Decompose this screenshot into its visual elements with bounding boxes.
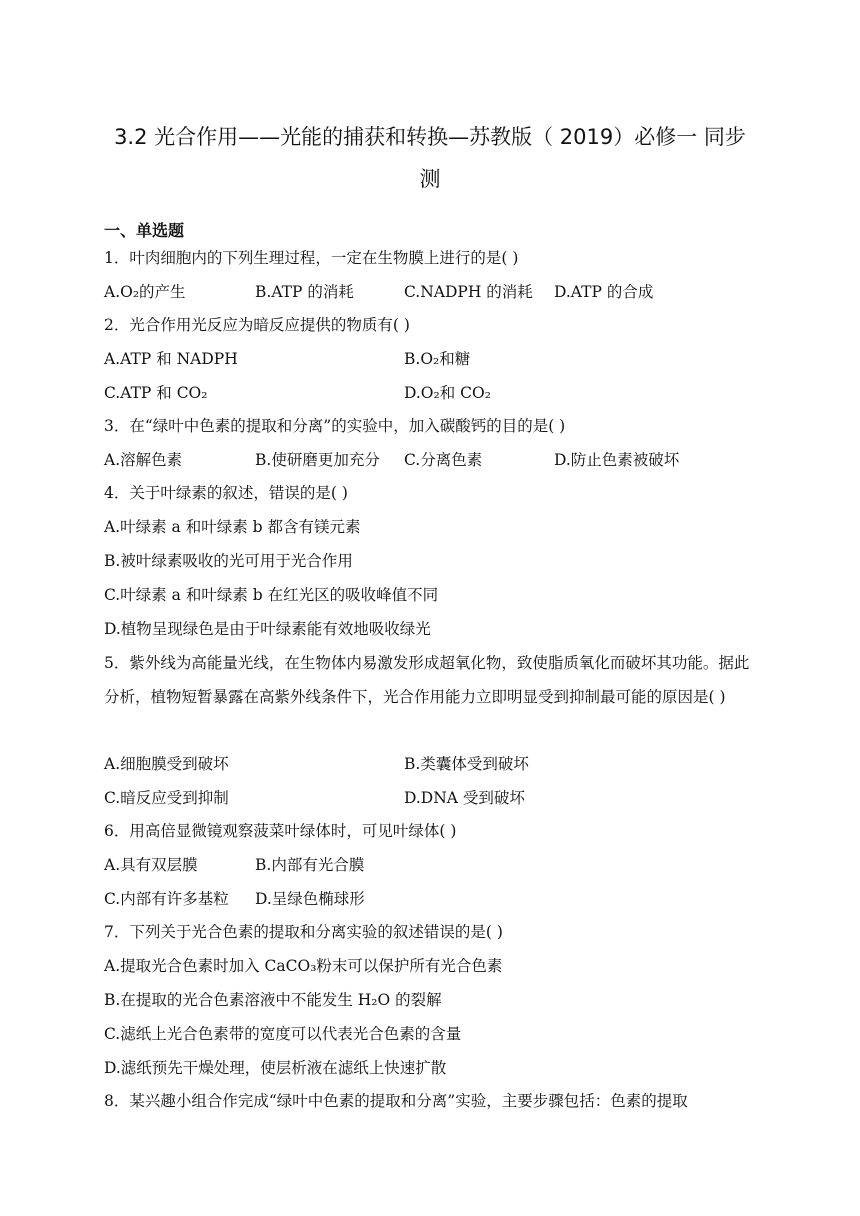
q6-option-b: B.内部有光合膜 [255, 856, 365, 874]
q3-option-b: B.使研磨更加充分 [255, 451, 380, 469]
q6-option-d: D.呈绿色椭球形 [255, 890, 365, 908]
question-7-stem: 7．下列关于光合色素的提取和分离实验的叙述错误的是( ) [104, 923, 503, 941]
q4-option-b: B.被叶绿素吸收的光可用于光合作用 [104, 552, 353, 570]
q3-option-c: C.分离色素 [404, 451, 483, 469]
q2-option-c: C.ATP 和 CO₂ [104, 384, 208, 402]
question-2-stem: 2．光合作用光反应为暗反应提供的物质有( ) [104, 316, 410, 334]
q3-option-a: A.溶解色素 [104, 451, 183, 469]
question-3-stem: 3．在“绿叶中色素的提取和分离”的实验中，加入碳酸钙的目的是( ) [104, 417, 566, 435]
q7-option-b: B.在提取的光合色素溶液中不能发生 H₂O 的裂解 [104, 991, 442, 1009]
section-heading: 一、单选题 [104, 221, 185, 240]
question-8-stem: 8．某兴趣小组合作完成“绿叶中色素的提取和分离”实验，主要步骤包括：色素的提取 [104, 1092, 688, 1110]
title-line-1: 3.2 光合作用——光能的捕获和转换—苏教版（ 2019）必修一 同步 [114, 125, 746, 149]
q5-option-b: B.类囊体受到破坏 [404, 755, 529, 773]
q1-option-a: A.O₂的产生 [104, 283, 186, 301]
q4-option-d: D.植物呈现绿色是由于叶绿素能有效地吸收绿光 [104, 620, 431, 638]
title-line-2: 测 [419, 167, 441, 191]
q6-option-a: A.具有双层膜 [104, 856, 198, 874]
q7-option-d: D.滤纸预先干燥处理，使层析液在滤纸上快速扩散 [104, 1059, 447, 1077]
q1-option-b: B.ATP 的消耗 [255, 283, 354, 301]
q1-option-c: C.NADPH 的消耗 [404, 283, 533, 301]
q5-option-a: A.细胞膜受到破坏 [104, 755, 229, 773]
question-4-stem: 4．关于叶绿素的叙述，错误的是( ) [104, 484, 348, 502]
q3-option-d: D.防止色素被破坏 [554, 451, 680, 469]
question-5-stem: 5．紫外线为高能量光线，在生物体内易激发形成超氧化物，致使脂质氧化而破坏其功能。据此分析，植物短暂暴露在高紫外线条件下，光合作用能力立即明显受到抑制最可能的原因是( ) [104, 654, 750, 706]
question-1-stem: 1．叶肉细胞内的下列生理过程，一定在生物膜上进行的是( ) [104, 249, 519, 267]
q1-option-d: D.ATP 的合成 [554, 283, 654, 301]
q4-option-a: A.叶绿素 a 和叶绿素 b 都含有镁元素 [104, 518, 361, 536]
page-title [60, 116, 800, 200]
q2-option-d: D.O₂和 CO₂ [404, 384, 491, 402]
q7-option-c: C.滤纸上光合色素带的宽度可以代表光合色素的含量 [104, 1025, 462, 1043]
q5-option-d: D.DNA 受到破坏 [404, 789, 525, 807]
q6-option-c: C.内部有许多基粒 [104, 890, 229, 908]
q2-option-a: A.ATP 和 NADPH [104, 350, 238, 368]
question-6-stem: 6．用高倍显微镜观察菠菜叶绿体时，可见叶绿体( ) [104, 822, 457, 840]
q4-option-c: C.叶绿素 a 和叶绿素 b 在红光区的吸收峰值不同 [104, 586, 439, 604]
q2-option-b: B.O₂和糖 [404, 350, 471, 368]
q7-option-a: A.提取光合色素时加入 CaCO₃粉末可以保护所有光合色素 [104, 957, 503, 975]
q5-option-c: C.暗反应受到抑制 [104, 789, 229, 807]
